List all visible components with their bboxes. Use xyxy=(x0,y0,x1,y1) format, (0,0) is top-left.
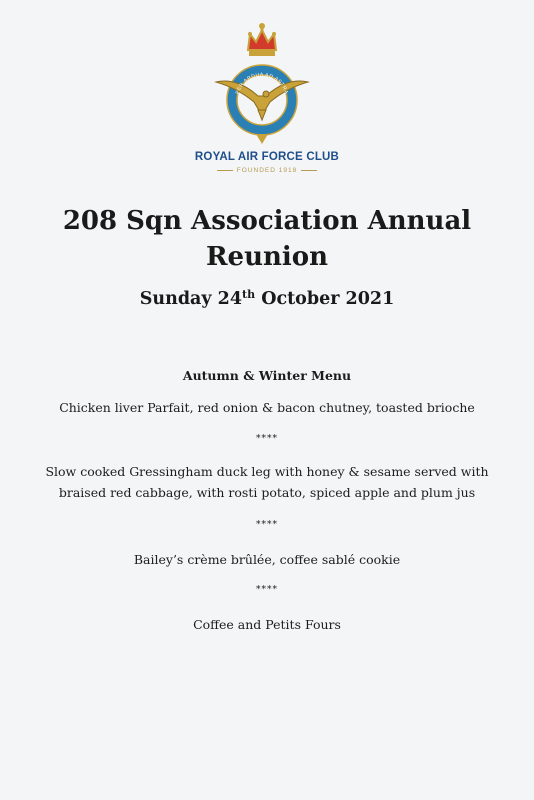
event-title: 208 Sqn Association Annual Reunion xyxy=(62,206,472,272)
course-separator: **** xyxy=(256,585,278,595)
club-name: ROYAL AIR FORCE CLUB xyxy=(194,151,340,163)
svg-text:PER ARDUA AD ASTRA: PER ARDUA AD ASTRA xyxy=(234,71,290,96)
course-coffee: Coffee and Petits Fours xyxy=(193,617,341,632)
course-starter: Chicken liver Parfait, red onion & bacon chutney, toasted brioche xyxy=(59,400,475,415)
date-rest: October 2021 xyxy=(255,289,395,309)
founded-rule-left xyxy=(217,170,233,171)
event-date xyxy=(0,288,534,309)
raf-crest-logo xyxy=(212,20,312,148)
date-ordinal: th xyxy=(242,288,256,301)
course-main: Slow cooked Gressingham duck leg with honey & sesame served with braised red cabbage, with rosti potato, spiced apple and plum jus xyxy=(45,464,489,500)
course-separator: **** xyxy=(256,434,278,444)
menu-heading: Autumn & Winter Menu xyxy=(182,368,352,383)
date-prefix: Sunday 24 xyxy=(139,289,243,309)
course-dessert: Bailey’s crème brûlée, coffee sablé cookie xyxy=(133,552,401,567)
crown-icon xyxy=(248,23,276,56)
course-separator: **** xyxy=(256,520,278,530)
founded-line xyxy=(0,167,534,174)
founded-rule-right xyxy=(301,170,317,171)
founded-text: FOUNDED 1918 xyxy=(236,167,298,174)
